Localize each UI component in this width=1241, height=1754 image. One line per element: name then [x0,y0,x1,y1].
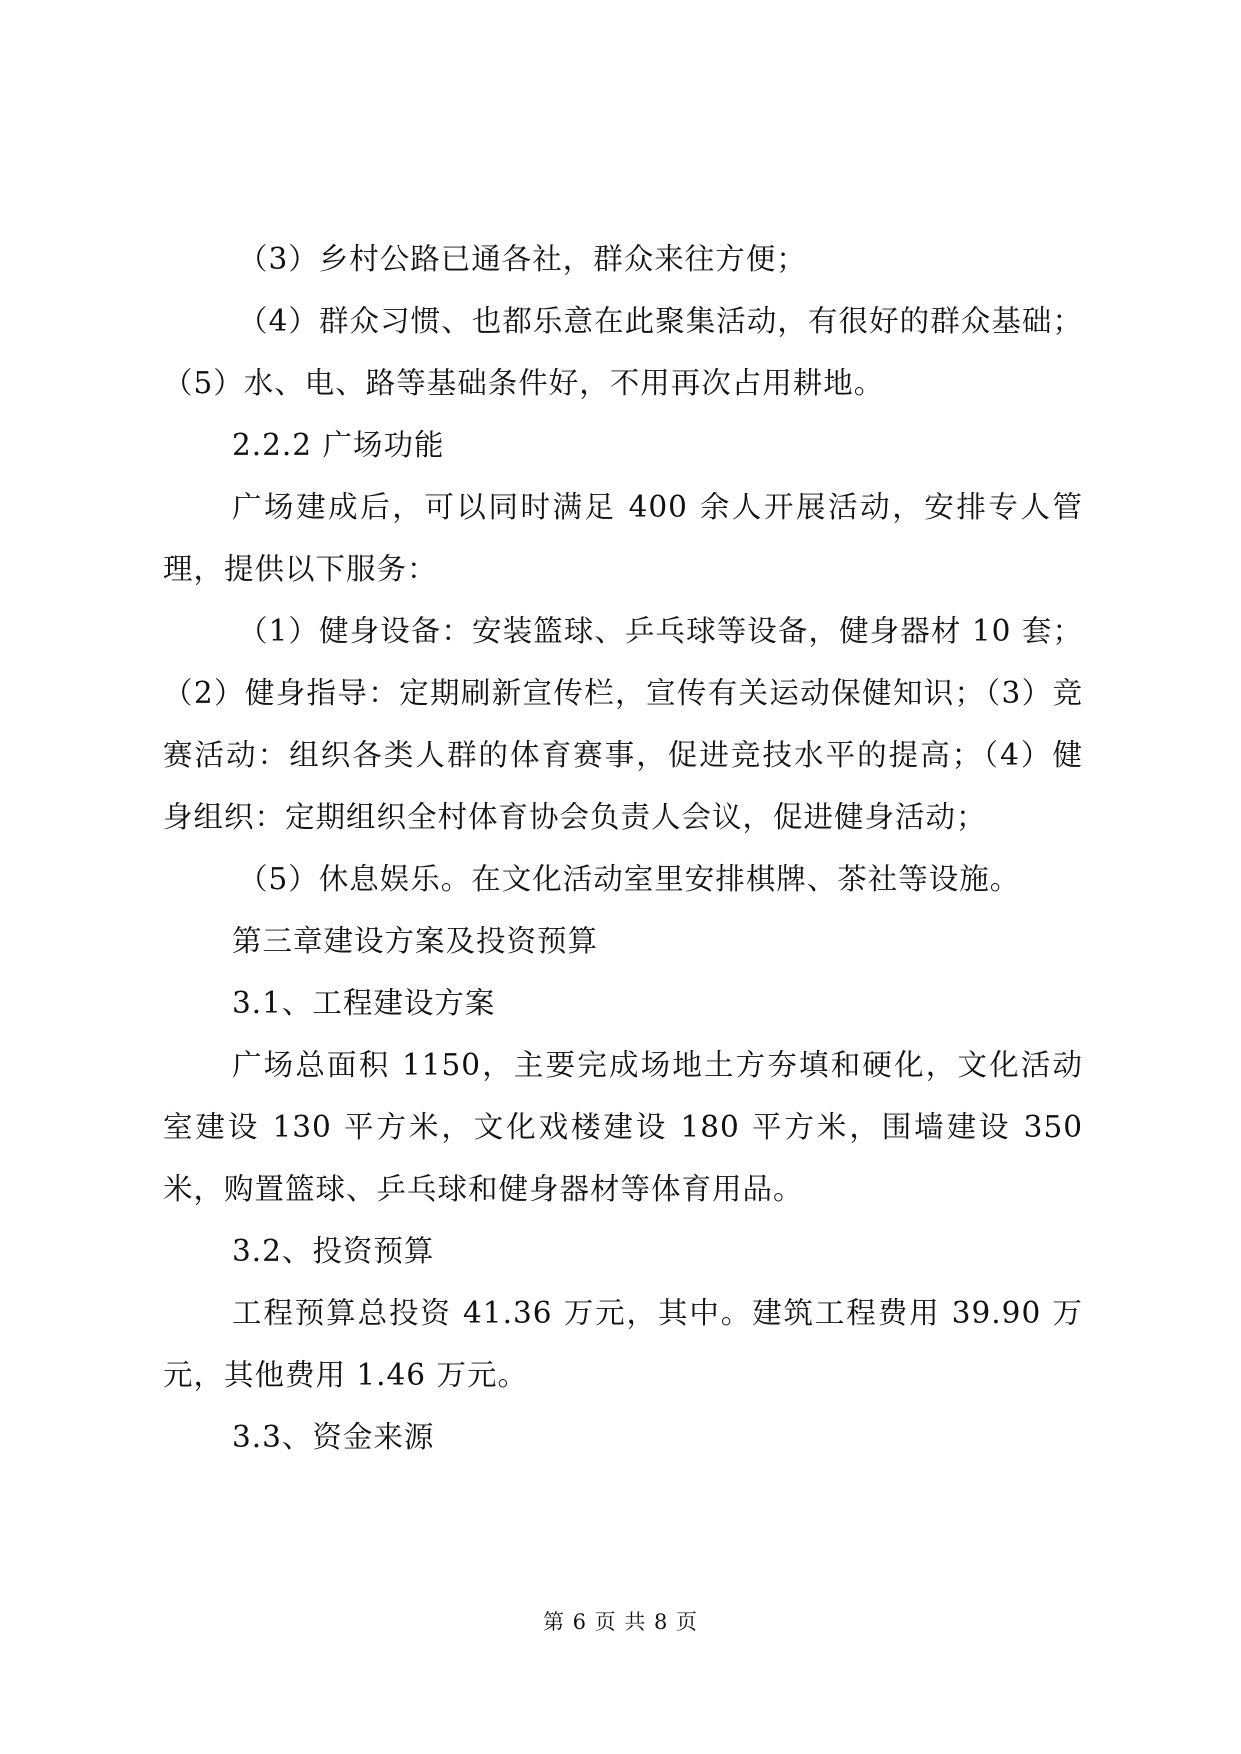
paragraph-item-3: （3）乡村公路已通各社，群众来往方便； [238,242,807,276]
paragraph-leisure: （5）休息娱乐。在文化活动室里安排棋牌、茶社等设施。 [238,862,1021,896]
paragraph-item-4-5: （4）群众习惯、也都乐意在此聚集活动，有很好的群众基础；（5）水、电、路等基础条件好，不用再次占用耕地。 [163,304,1083,400]
section-heading-3-3: 3.3、资金来源 [232,1420,435,1454]
chapter-heading-3: 第三章建设方案及投资预算 [232,924,599,958]
section-heading-2-2-2: 2.2.2 广场功能 [232,428,445,462]
section-heading-3-1: 3.1、工程建设方案 [232,986,496,1020]
paragraph-services-list: （1）健身设备：安装篮球、乒乓球等设备，健身器材 10 套；（2）健身指导：定期刷新宣传栏，宣传有关运动保健知识；（3）竞赛活动：组织各类人群的体育赛事，促进竞技水平的提高；（4）健身组织：定期组织全村体育协会负责人会议，促进健身活动； [163,614,1083,834]
paragraph-plaza-capacity: 广场建成后，可以同时满足 400 余人开展活动，安排专人管理，提供以下服务： [163,490,1083,586]
document-body [163,228,1083,1468]
paragraph-budget: 工程预算总投资 41.36 万元，其中。建筑工程费用 39.90 万元，其他费用 1.46 万元。 [163,1296,1083,1392]
section-heading-3-2: 3.2、投资预算 [232,1234,435,1268]
page-number-footer: 第 6 页 共 8 页 [542,1610,699,1634]
paragraph-construction-plan: 广场总面积 1150，主要完成场地土方夯填和硬化，文化活动室建设 130 平方米，文化戏楼建设 180 平方米，围墙建设 350 米，购置篮球、乒乓球和健身器材等体育用品。 [163,1048,1083,1206]
